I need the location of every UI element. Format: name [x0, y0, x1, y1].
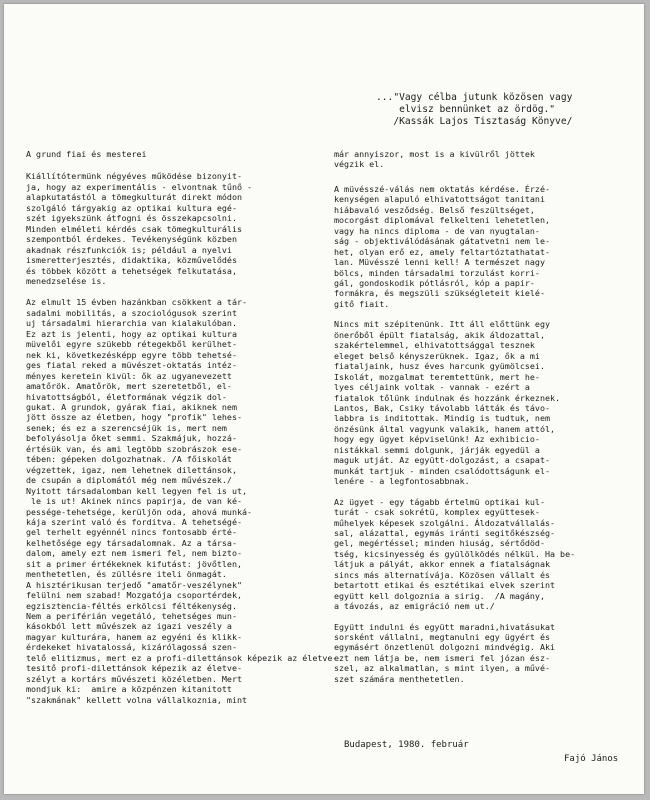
text-line: fiataljaink, husz éves harcunk gyümölcsei. [334, 361, 545, 372]
text-line: senek; és ez a szerencséjük is, mert nem [26, 422, 227, 433]
text-line: fiatalok tőlünk indulnak és hozzánk érkeznek. [334, 392, 561, 403]
text-line: nek ki, következésképp egyre több tehetsé- [26, 349, 237, 360]
text-line: Kiállítótermünk négyéves működése bizonyit- [26, 171, 243, 182]
text-line: sorsként vállalni, megtanulni egy ügyért és [334, 632, 551, 643]
text-line: ja, hogy az experimentális - elvontnak tűnő - [26, 181, 253, 192]
text-line: befolyásolja őket semmi. Szakmájuk, hozzá- [26, 433, 237, 444]
text-line: ezt nem látja be, nem ismeri fel józan ész- [334, 652, 551, 663]
text-line: lyes céljaink voltak - vannak - ezért a [334, 382, 530, 393]
text-line: akadnak részfunkciók is; például a nyelvi [26, 244, 232, 255]
text-line: sit a primer értékeknek kifutást: jövőtlen, [26, 558, 243, 569]
text-line: gel, megértéssel; minden hiuság, sértődöd- [334, 538, 545, 549]
text-line: maguk utját. Az együtt-dolgozást, a csapat- [334, 455, 551, 466]
text-line: már annyiszor, most is a kivülről jöttek [334, 149, 535, 159]
text-line: felülni nem szabad! Mozgatója csoportérdek, [26, 590, 243, 601]
text-line: formákra, és megszüli szükségleteit kielé- [334, 288, 545, 299]
text-line: szempontból érdekes. Tevékenységünk közben [26, 234, 237, 245]
paragraph [334, 184, 634, 309]
text-line: tében: gépeken dolgozhatnak. /A főiskolát [26, 454, 232, 465]
text-line: het, olyan erő ez, amely feltartóztathatat- [334, 246, 551, 257]
text-line: Iskolát, mozgalmat teremtettünk, mert he- [334, 371, 540, 382]
text-line: Lantos, Bak, Csiky távolabb látták és távo- [334, 402, 551, 413]
text-line: tesitő profi-dilettánsok képezik az életve- [26, 663, 243, 674]
text-line: pessége-tehetsége, kerüljön oda, ahová munká- [26, 506, 253, 517]
text-line: magyar kulturára, hanem az egyéni és klikk- [26, 631, 243, 642]
text-line: értésük van, és ami legtöbb szobrászok ese- [26, 443, 243, 454]
paragraph [334, 319, 634, 486]
text-line: szet számára menthetetlen. [334, 673, 465, 684]
text-line: szel, az alkalmatlan, s mint ilyen, a művé- [334, 663, 551, 674]
text-line: le is ut! Akinek nincs papirja, de van ké- [26, 496, 243, 507]
text-line: ges fiatal reked a müvészet-oktatás intéz- [26, 360, 237, 371]
text-line: gál, gondoskodik pótlásról, kóp a papir- [334, 277, 535, 288]
text-line: ismeretterjesztés, didaktika, közművelődés [26, 255, 237, 266]
author-name: Fajó János [564, 754, 619, 764]
text-line: és többek között a tehetségek felkutatása, [26, 265, 237, 276]
text-line: "szakmának" kellett volna vállalkoznia, mint [26, 694, 248, 705]
epigraph-line: /Kassák Lajos Tisztaság Könyve/ [376, 116, 573, 127]
text-line: Nyitott társadalomban kell legyen fel is ut, [26, 485, 248, 496]
text-line: lan. Müvésszé lenni kell! A természet nagy [334, 257, 545, 268]
text-line: érdekeket hivatalossá, kizárólagossá szen- [26, 642, 237, 653]
text-line: végzettek, igaz, nem lehetnek dilettánsok, [26, 464, 237, 475]
text-line: gukat. A grundok, gyárak fiai, akiknek nem [26, 401, 237, 412]
text-line: hiábavaló vesződség. Belső feszültséget, [334, 204, 535, 215]
text-line: önzésünk által vagyunk valakik, hanem attól, [334, 423, 556, 434]
text-line: sadalmi mobilitás, a szociológusok szerint [26, 307, 237, 318]
paragraph [334, 497, 634, 612]
text-line: Minden elméleti kérdés csak tömegkulturális [26, 223, 243, 234]
text-line: vagy ha nincs diploma - de van nyugtalan- [334, 225, 540, 236]
text-line: ság - objektiválódásának gátatvetni nem le- [334, 236, 551, 247]
left-column [26, 149, 338, 715]
text-line: szakértelemmel, elhivatottsággal tesznek [334, 340, 535, 351]
text-line: bölcs, minden társadalmi torzulást korri- [334, 267, 540, 278]
text-line: kenységen alapuló elhivatottságot tanitani [334, 194, 545, 205]
text-line: eleget belső kényszerüknek. Igaz, ők a mi [334, 350, 540, 361]
article-title: A grund fiai és mesterei [26, 149, 147, 159]
text-line: hivatottságból, életformának végzik dol- [26, 391, 227, 402]
text-line: nistákkal semmi dolgunk, járják egyedül a [334, 444, 540, 455]
text-line: telő elitizmus, mert ez a profi-dilettánsok képezik az életve- [26, 652, 338, 663]
paragraph [334, 622, 634, 685]
text-line: alapkutatástól a tömegkulturát direkt módon [26, 192, 243, 203]
text-line: Együtt indulni és együtt maradni,hivatásukat [334, 621, 556, 632]
text-line: Nincs mit szépitenünk. Itt áll előttünk egy [334, 319, 551, 330]
text-line: egymásért önzetlenül dolgozni mindvégig. Aki [334, 642, 556, 653]
text-line: kája szerint való és forditva. A tehetségé- [26, 516, 243, 527]
text-line: végzik el. [334, 159, 385, 170]
epigraph-line: ..."Vagy célba jutunk közösen vagy [376, 92, 573, 103]
text-line: kásokból lett művészek az igazi veszély a [26, 621, 232, 632]
text-line: látjuk a pályát, akkor ennek a fiatalságnak [334, 559, 551, 570]
epigraph-line: elvisz bennünket az ördög." [376, 104, 556, 115]
text-line: hogy egy ügyet képviselünk! Az exhibicio- [334, 434, 540, 445]
text-line: A hisztérikusan terjedő "amatőr-veszélynek" [26, 579, 243, 590]
text-line: gel terhelt egyénnél nincs fontosabb érté- [26, 527, 237, 538]
text-line: uj társadalmi hierarchia van kialakulóban. [26, 318, 237, 329]
text-line: Nem a periférián vegetáló, tehetséges mun- [26, 611, 237, 622]
text-line: tség, kicsinyesség és gyülölködés nélkül. Ha be- [334, 548, 576, 559]
text-line: szolgáló tárgyakig az optikai kultura egé- [26, 202, 237, 213]
text-line: dalom, amely ezt nem ismeri fel, nem bizto- [26, 548, 243, 559]
text-line: Az ügyet - egy tágabb értelmü optikai kul- [334, 496, 545, 507]
paragraph [26, 171, 326, 286]
typewritten-page [4, 4, 644, 794]
paragraph [26, 297, 338, 705]
text-line: betartott etikai és esztétikai elvek szerint [334, 580, 556, 591]
text-line: együtt kell dolgoznia a sirig. /A magány, [334, 590, 545, 601]
text-line: menthetetlen, és züllésre iteli önmagát. [26, 569, 227, 580]
continued-text [334, 149, 634, 170]
epigraph-quote [376, 92, 644, 128]
text-line: kelhetősége egy társadalomnak. Az a társa- [26, 537, 237, 548]
text-line: szét igyekszünk átfogni és összekapcsolni. [26, 213, 237, 224]
text-line: menedzselése is. [26, 275, 107, 286]
text-line: mocorgást diplomával felkelteni lehetetlen, [334, 215, 551, 226]
text-line: Az elmult 15 évben hazánkban csökkent a tár- [26, 297, 248, 308]
text-line: turát - csak sokrétü, komplex együttesek- [334, 507, 540, 518]
text-line: Ez azt is jelenti, hogy az optikai kultura [26, 328, 237, 339]
text-line: szélyt a kortárs művészeti közéletben. Mert [26, 673, 243, 684]
text-line: labbra is inditottak. Mindig is tudtuk, nem [334, 413, 551, 424]
text-line: egzisztencia-féltés erkölcsi féltékenység. [26, 600, 237, 611]
text-line: mondjuk ki: amire a közpénzen kitanitott [26, 684, 232, 695]
text-line: műhelyek képesek szolgálni. Áldozatvállalás- [334, 517, 556, 528]
text-line: sincs más alternatívája. Közösen vállalt és [334, 569, 551, 580]
text-line: müvelői egyre szükebb rétegekből kerülhet- [26, 339, 237, 350]
text-line: munkát tartjuk - minden csalódottságunk el- [334, 465, 551, 476]
text-line: sal, alázattal, egymás iránti segitőkészség- [334, 527, 556, 538]
text-line: amatőrök. Amatőrök, mert szeretetből, el- [26, 381, 232, 392]
right-column [334, 149, 634, 694]
text-line: jött össze az életben, hogy "profik" lehes- [26, 412, 243, 423]
text-line: ményes keretein kivül: ők az ugyanevezett [26, 370, 232, 381]
text-line: de csupán a diplomától még nem művészek./ [26, 475, 232, 486]
text-line: gitő fiait. [334, 298, 390, 309]
text-line: a távozás, az emigráció nem ut./ [334, 601, 495, 612]
text-line: önerőből épült fiatalság, akik áldozattal, [334, 329, 545, 340]
text-line: A müvésszé-válás nem oktatás kérdése. Érzé- [334, 183, 551, 194]
text-line: lenére - a legfontosabbnak. [334, 476, 470, 487]
place-and-date: Budapest, 1980. február [344, 740, 469, 750]
